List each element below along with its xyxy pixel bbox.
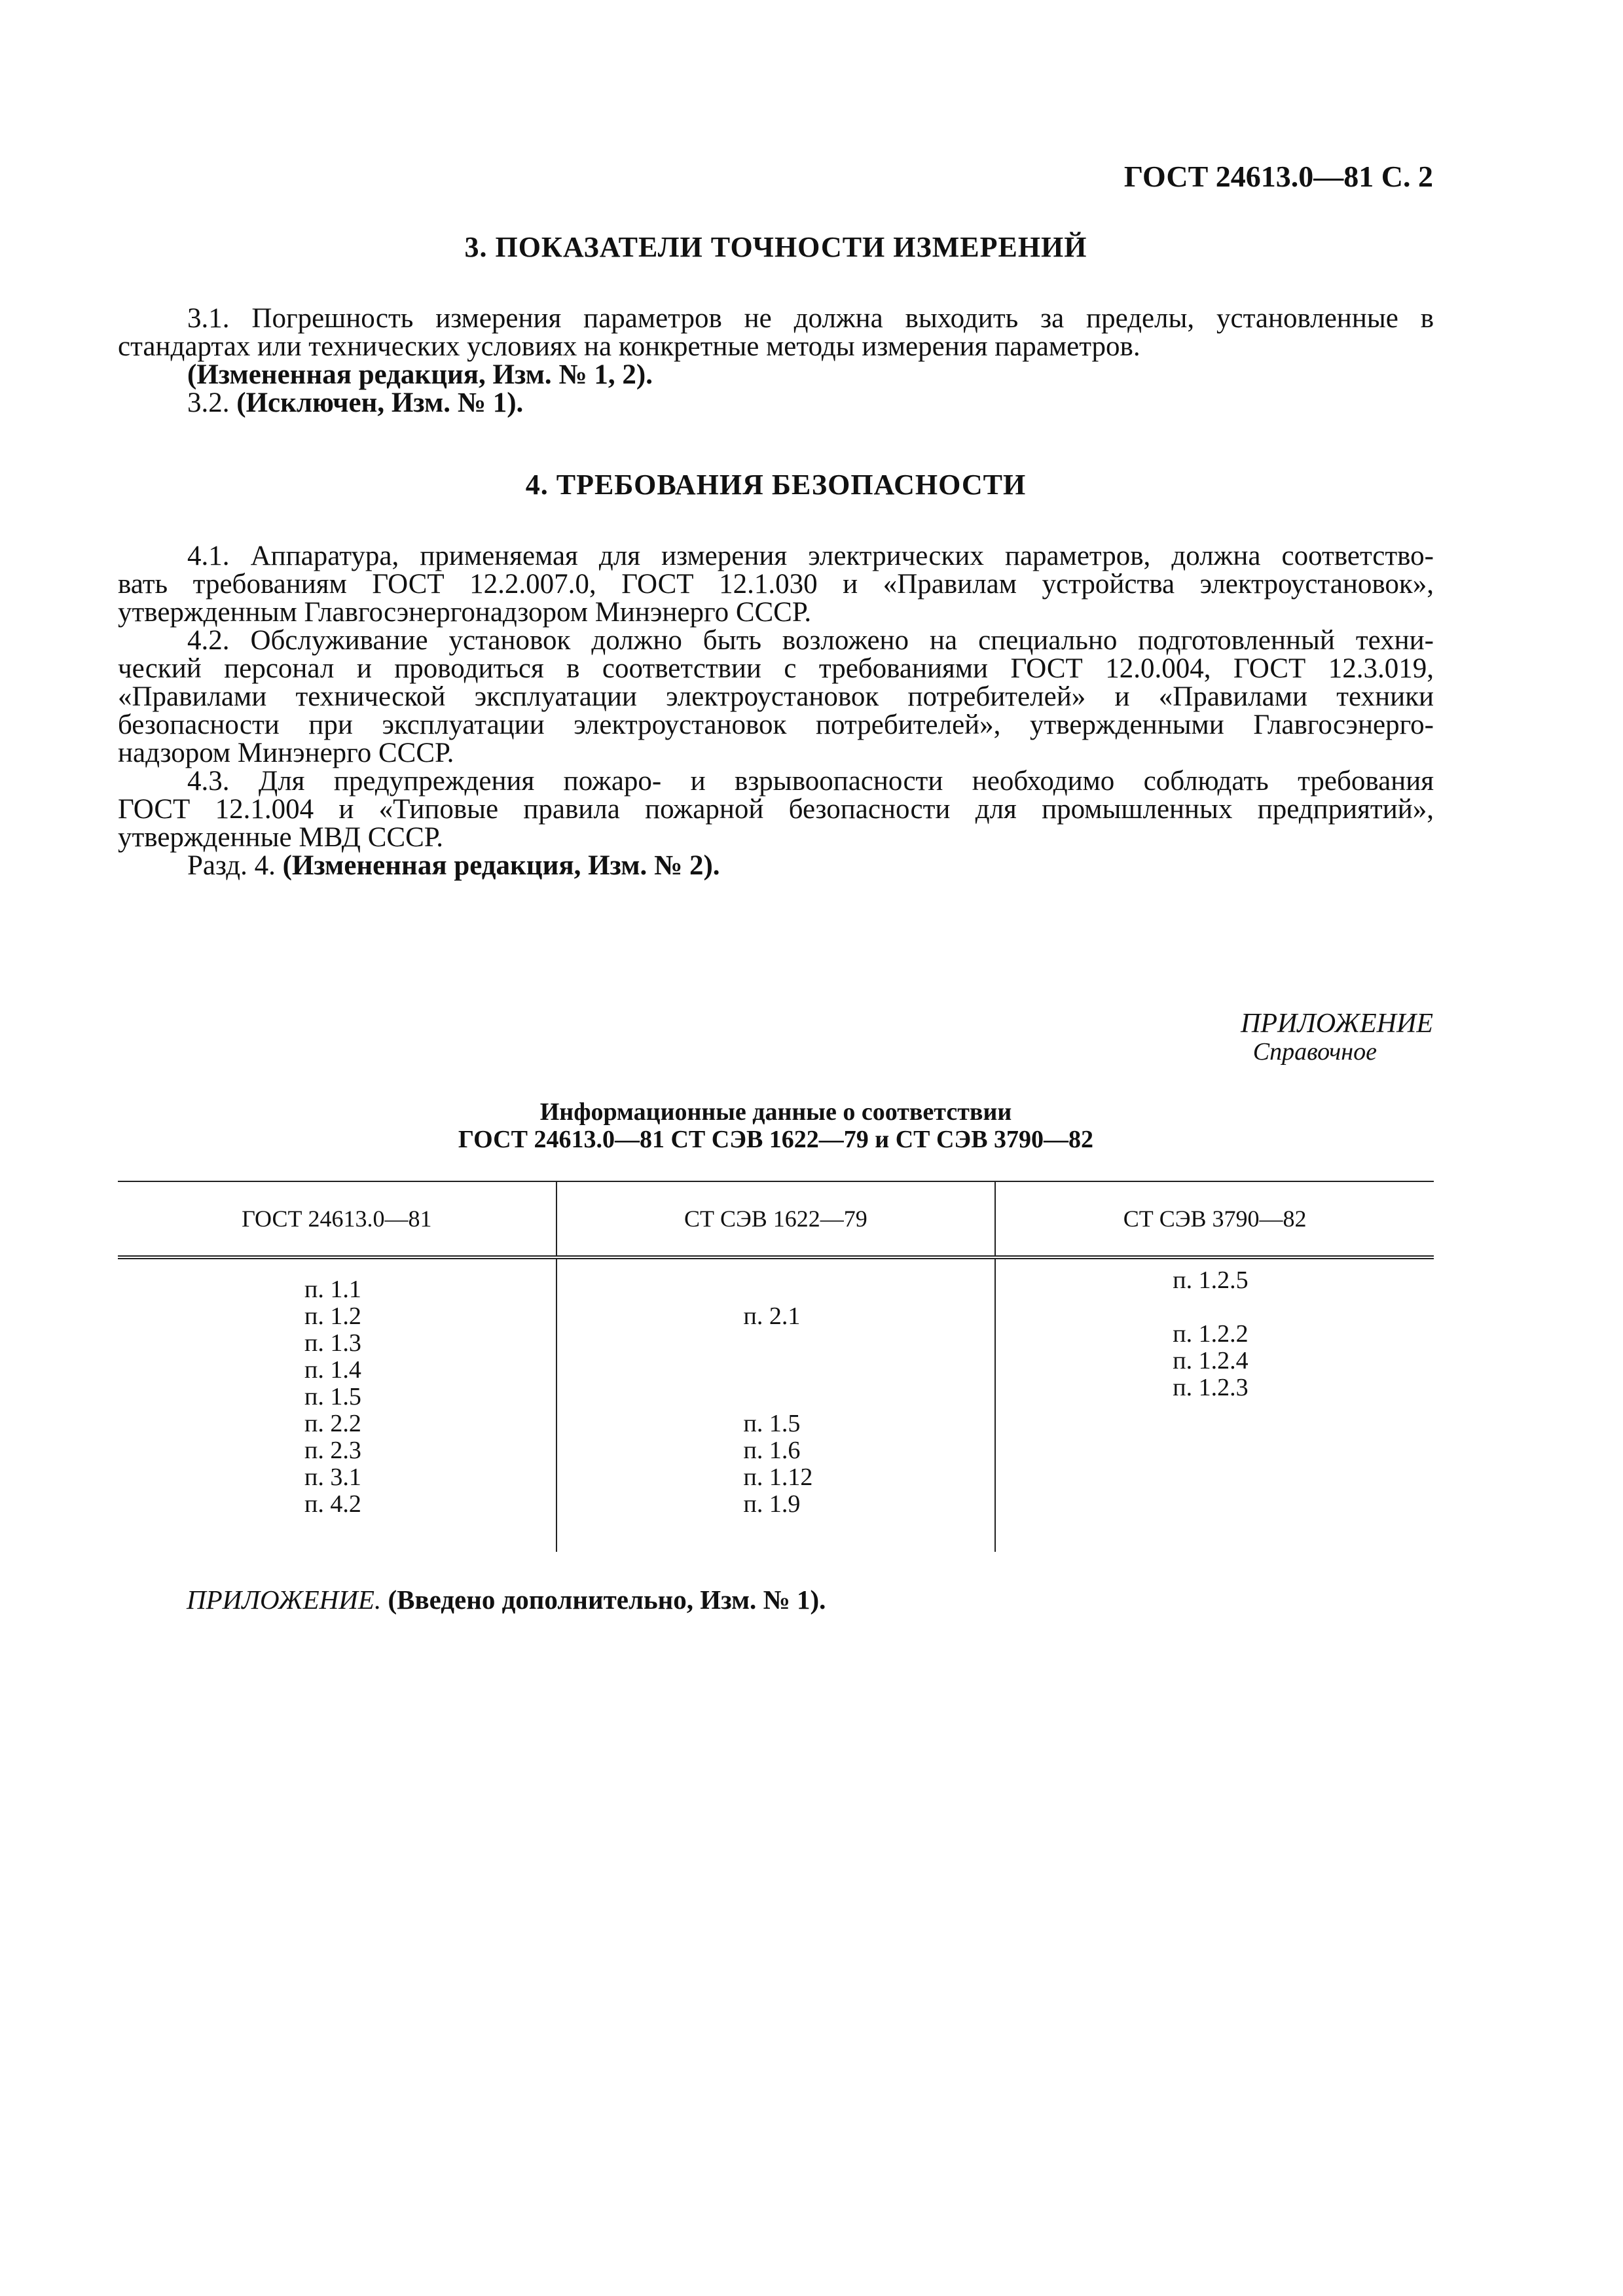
clause-ref xyxy=(744,1276,994,1303)
clause-ref xyxy=(1173,1482,1433,1509)
amendment-note: (Исключен, Изм. № 1). xyxy=(236,387,524,418)
table-row xyxy=(118,1257,1434,1552)
item-list xyxy=(304,1276,555,1518)
text-line: 4.2. Обслуживание установок должно быть возложено на специально подготовленный техни- xyxy=(187,625,1434,656)
clause-ref: п. 1.12 xyxy=(743,1463,813,1491)
appendix-note-label: ПРИЛОЖЕНИЕ. xyxy=(187,1585,382,1615)
table-title-line: ГОСТ 24613.0—81 СТ СЭВ 1622—79 и СТ СЭВ 3790—82 xyxy=(458,1126,1094,1153)
text-line: вать требованиям ГОСТ 12.2.007.0, ГОСТ 12.1.030 и «Правилам устройства электроустановок», xyxy=(118,569,1434,600)
table-header-row xyxy=(118,1181,1434,1257)
clause-ref: п. 1.2.4 xyxy=(1173,1347,1249,1374)
paragraph-3-2 xyxy=(118,389,1434,417)
clause-ref: п. 1.9 xyxy=(743,1490,801,1518)
column-header: СТ СЭВ 3790—82 xyxy=(995,1181,1434,1257)
appendix-sublabel: Справочное xyxy=(1252,1038,1377,1066)
clause-ref: п. 1.2.2 xyxy=(1173,1320,1249,1348)
clause-ref: п. 2.1 xyxy=(743,1302,801,1330)
text-line: надзором Минэнерго СССР. xyxy=(118,738,454,768)
clause-ref xyxy=(1173,1455,1433,1482)
appendix-label: ПРИЛОЖЕНИЕ xyxy=(1241,1009,1433,1039)
clause-ref: п. 1.5 xyxy=(743,1410,801,1437)
clause-ref: п. 1.3 xyxy=(304,1329,361,1357)
clause-ref: п. 1.6 xyxy=(743,1437,801,1464)
table-title xyxy=(118,1098,1434,1153)
text-line: утвержденным Главгосэнергонадзором Минэнерго СССР. xyxy=(118,597,812,628)
clause-ref: п. 1.2.3 xyxy=(1173,1374,1249,1401)
amendment-note: (Введено дополнительно, Изм. № 1). xyxy=(388,1585,826,1615)
running-header: ГОСТ 24613.0—81 С. 2 xyxy=(1123,160,1433,193)
paragraph-4-1 xyxy=(118,542,1434,880)
text-line: стандартах или технических условиях на конкретные методы измерения параметров. xyxy=(118,331,1140,362)
column-header: СТ СЭВ 1622—79 xyxy=(556,1181,996,1257)
text-line: «Правилами технической эксплуатации электроустановок потребителей» и «Правилами техники xyxy=(118,681,1434,712)
column-header: ГОСТ 24613.0—81 xyxy=(118,1181,556,1257)
text-line: утвержденные МВД СССР. xyxy=(118,822,444,853)
text-line: ческий персонал и проводиться в соответствии с требованиями ГОСТ 12.0.004, ГОСТ 12.3.019, xyxy=(118,653,1434,684)
paragraph-3-1 xyxy=(118,304,1434,417)
item-list xyxy=(744,1276,994,1518)
section-4-title: 4. ТРЕБОВАНИЯ БЕЗОПАСНОСТИ xyxy=(525,469,1027,501)
text-line: ГОСТ 12.1.004 и «Типовые правила пожарной безопасности для промышленных предприятий», xyxy=(118,794,1434,825)
amendment-note: (Измененная редакция, Изм. № 1, 2). xyxy=(187,359,653,390)
clause-ref: п. 4.2 xyxy=(304,1490,361,1518)
clause-ref xyxy=(744,1357,994,1384)
clause-ref: п. 2.2 xyxy=(304,1410,361,1437)
amendment-note: (Измененная редакция, Изм. № 2). xyxy=(282,850,720,881)
text-line: 4.3. Для предупреждения пожаро- и взрывоопасности необходимо соблюдать требования xyxy=(187,766,1434,797)
table-cell xyxy=(995,1257,1434,1552)
clause-ref xyxy=(744,1330,994,1357)
paragraph-number: 3.2. xyxy=(187,387,230,418)
clause-ref: п. 1.5 xyxy=(304,1383,361,1410)
clause-ref xyxy=(1173,1401,1433,1428)
clause-ref: п. 1.4 xyxy=(304,1356,361,1384)
clause-ref xyxy=(1173,1428,1433,1455)
clause-ref: п. 3.1 xyxy=(304,1463,361,1491)
appendix-note xyxy=(187,1584,826,1615)
razd-prefix: Разд. 4. xyxy=(187,850,276,881)
clause-ref xyxy=(744,1384,994,1410)
correspondence-table xyxy=(118,1181,1434,1552)
razd-4-note xyxy=(118,852,1434,880)
table-cell xyxy=(556,1257,996,1552)
text-line: 4.1. Аппаратура, применяемая для измерения электрических параметров, должна соответство- xyxy=(187,541,1434,571)
text-line: безопасности при эксплуатации электроустановок потребителей», утвержденными Главгосэнерго- xyxy=(118,709,1434,740)
table-cell xyxy=(118,1257,556,1552)
item-list xyxy=(1173,1267,1433,1509)
table-title-line: Информационные данные о соответствии xyxy=(539,1098,1012,1126)
clause-ref: п. 2.3 xyxy=(304,1437,361,1464)
text-line: 3.1. Погрешность измерения параметров не должна выходить за пределы, установленные в xyxy=(187,303,1434,334)
clause-ref: п. 1.2 xyxy=(304,1302,361,1330)
clause-ref xyxy=(1173,1294,1433,1321)
clause-ref: п. 1.2.5 xyxy=(1173,1266,1249,1294)
section-3-title: 3. ПОКАЗАТЕЛИ ТОЧНОСТИ ИЗМЕРЕНИЙ xyxy=(464,231,1087,263)
clause-ref: п. 1.1 xyxy=(304,1276,361,1303)
